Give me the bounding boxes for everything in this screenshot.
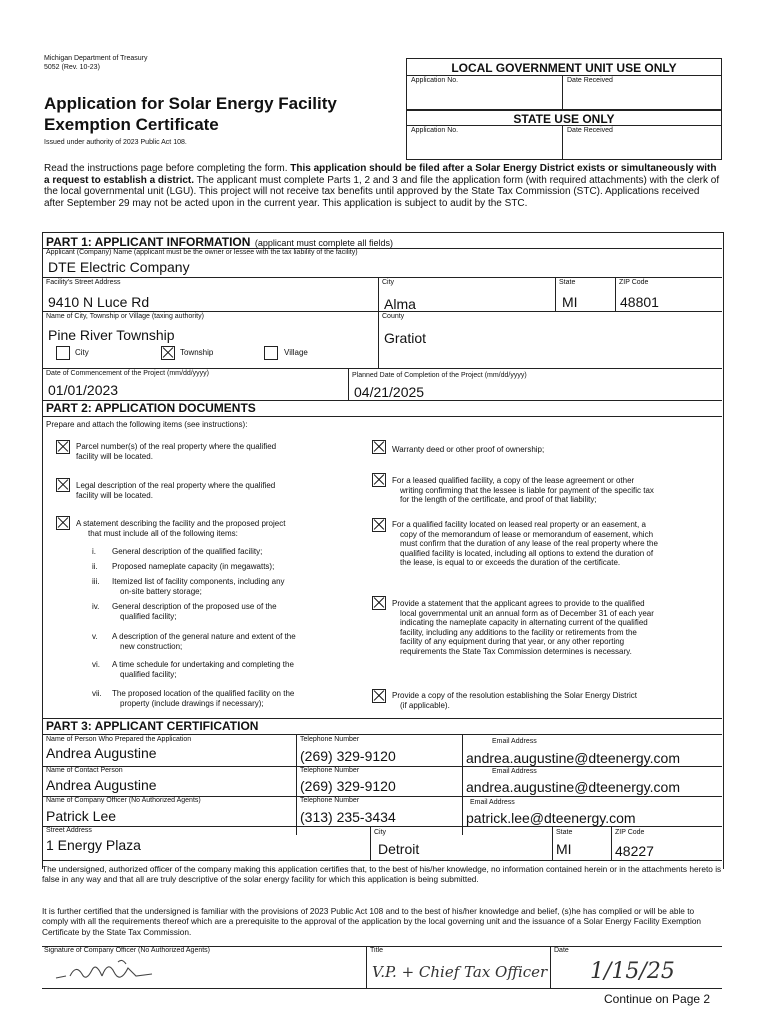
county-label: County — [382, 313, 405, 320]
officer-zip-label: ZIP Code — [615, 829, 645, 836]
legal-description-checkbox[interactable] — [56, 478, 70, 492]
leased-property-item: For a qualified facility located on leased real property or an easement, a copy of the memorandum of lease or memorandum of easement, which must confirm that the duration of any lease of the real property where the qualified facility is located, including all options to extend the duration of the lease, is equal to or exceeds the duration of the certificate. — [392, 520, 658, 567]
preparer-name-value[interactable]: Andrea Augustine — [46, 745, 157, 761]
city-checkbox-label: City — [75, 348, 89, 357]
facility-state-label: State — [559, 279, 576, 286]
parcel-number-checkbox[interactable] — [56, 440, 70, 454]
annual-statement-checkbox[interactable] — [372, 596, 386, 610]
preparer-phone-value[interactable]: (269) 329-9120 — [300, 748, 396, 764]
preparer-phone-label: Telephone Number — [300, 736, 360, 743]
continue-note: Continue on Page 2 — [604, 992, 711, 1006]
sub-item-iv: General description of the proposed use of the qualified facility; — [112, 602, 277, 621]
sub-item-vii: The proposed location of the qualified facility on the property (include drawings if necessary); — [112, 689, 295, 708]
parcel-number-item: Parcel number(s) of the real property where the qualified facility will be located. — [76, 442, 277, 461]
officer-name-label: Name of Company Officer (No Authorized Agents) — [46, 797, 201, 804]
village-checkbox-label: Village — [284, 348, 308, 357]
officer-email-value[interactable]: patrick.lee@dteenergy.com — [466, 810, 636, 826]
preparer-email-value[interactable]: andrea.augustine@dteenergy.com — [466, 750, 680, 766]
certification-paragraph-2: It is further certified that the undersigned is familiar with the provisions of 2023 Public Act 108 and to the best of his/her knowledge and belief, (s)he has complied or will be able to comply with all the requirements thereof which are a prerequisite to the approval of the application by the local governing unit and the issuance of a Solar Energy Facility Exemption Certificate by the State Tax Commission. — [42, 906, 702, 937]
state-use-box — [406, 110, 722, 160]
facility-address-value[interactable]: 9410 N Luce Rd — [48, 294, 150, 310]
sub-item-v-number: v. — [92, 632, 98, 641]
signature-date-label: Date — [554, 947, 569, 954]
local-app-no-label: Application No. — [411, 77, 459, 84]
district-resolution-item: Provide a copy of the resolution establishing the Solar Energy District (if applicable). — [392, 691, 638, 710]
commence-date-value[interactable]: 01/01/2023 — [48, 382, 119, 398]
facility-statement-checkbox[interactable] — [56, 516, 70, 530]
district-resolution-checkbox[interactable] — [372, 689, 386, 703]
state-box-title: STATE USE ONLY — [513, 112, 615, 126]
township-checkbox[interactable] — [161, 346, 175, 360]
warranty-deed-item: Warranty deed or other proof of ownership; — [392, 445, 545, 454]
village-checkbox[interactable] — [264, 346, 278, 360]
sub-item-vi-number: vi. — [92, 660, 100, 669]
officer-phone-label: Telephone Number — [300, 797, 360, 804]
applicant-name-value[interactable]: DTE Electric Company — [48, 259, 190, 275]
officer-city-label: City — [374, 829, 387, 836]
sub-item-i: General description of the qualified facility; — [112, 547, 263, 556]
signature-date-value[interactable]: 1/15/25 — [590, 959, 675, 984]
preparer-name-label: Name of Person Who Prepared the Application — [46, 736, 192, 743]
local-box-title: LOCAL GOVERNMENT UNIT USE ONLY — [451, 61, 677, 75]
leased-property-checkbox[interactable] — [372, 518, 386, 532]
form-title-line1: Application for Solar Energy Facility — [44, 94, 337, 113]
contact-name-label: Name of Contact Person — [46, 767, 123, 774]
sub-item-ii-number: ii. — [92, 562, 98, 571]
authority-note: Issued under authority of 2023 Public Act 108. — [44, 139, 187, 146]
sub-item-iv-number: iv. — [92, 602, 100, 611]
sub-item-iii: Itemized list of facility components, including any on-site battery storage; — [112, 577, 285, 596]
facility-address-label: Facility's Street Address — [46, 279, 121, 286]
lgu-value[interactable]: Pine River Township — [48, 327, 175, 343]
sub-item-v: A description of the general nature and extent of the new construction; — [112, 632, 296, 651]
form-number: 5052 (Rev. 10-23) — [44, 64, 100, 71]
officer-email-label: Email Address — [470, 799, 515, 806]
lease-agreement-checkbox[interactable] — [372, 473, 386, 487]
warranty-deed-checkbox[interactable] — [372, 440, 386, 454]
officer-zip-value[interactable]: 48227 — [615, 843, 654, 859]
facility-city-value[interactable]: Alma — [384, 296, 416, 312]
officer-state-value[interactable]: MI — [556, 841, 572, 857]
officer-title-label: Title — [370, 947, 383, 954]
certification-paragraph-1: The undersigned, authorized officer of the company making this application certifies that, to the best of his/her knowledge, no information contained herein or in the attachments hereto is false in any way and that all are truly descriptive of the solar energy facility for which this application is being submitted. — [42, 864, 722, 885]
facility-city-label: City — [382, 279, 395, 286]
part2-heading: PART 2: APPLICATION DOCUMENTS — [46, 401, 256, 415]
department-name: Michigan Department of Treasury — [44, 55, 148, 62]
county-value[interactable]: Gratiot — [384, 330, 427, 346]
facility-state-value[interactable]: MI — [562, 294, 578, 310]
signature-label: Signature of Company Officer (No Authorized Agents) — [44, 947, 211, 954]
facility-zip-value[interactable]: 48801 — [620, 294, 659, 310]
commence-date-label: Date of Commencement of the Project (mm/dd/yyyy) — [46, 370, 209, 377]
annual-statement-item: Provide a statement that the applicant agrees to provide to the qualified local governmental unit an annual form as of December 31 of each year indicating the nameplate capacity in alternating current of the qualified facility, including any additions to the facility or retirements from the facility of any equipment during that year, or any other reporting requirements the State Tax Commission determines is necessary. — [392, 599, 654, 656]
facility-statement-item: A statement describing the facility and the proposed project that must include all of the following items: — [76, 519, 286, 538]
prepare-instructions: Prepare and attach the following items (see instructions): — [46, 420, 248, 429]
state-app-no-label: Application No. — [411, 127, 459, 134]
applicant-name-label: Applicant (Company) Name (applicant must be the owner or lessee with the tax liability of the facility) — [46, 249, 358, 256]
township-checkbox-label: Township — [180, 348, 214, 357]
contact-email-label: Email Address — [492, 768, 537, 775]
contact-name-value[interactable]: Andrea Augustine — [46, 777, 157, 793]
state-date-label: Date Received — [567, 127, 613, 134]
officer-phone-value[interactable]: (313) 235-3434 — [300, 809, 396, 825]
preparer-email-label: Email Address — [492, 738, 537, 745]
sub-item-vi: A time schedule for undertaking and completing the qualified facility; — [112, 660, 294, 679]
sub-item-ii: Proposed nameplate capacity (in megawatts); — [112, 562, 275, 571]
contact-email-value[interactable]: andrea.augustine@dteenergy.com — [466, 779, 680, 795]
sub-item-i-number: i. — [92, 547, 96, 556]
facility-zip-label: ZIP Code — [619, 279, 649, 286]
part3-heading: PART 3: APPLICANT CERTIFICATION — [46, 719, 259, 733]
officer-city-value[interactable]: Detroit — [378, 841, 420, 857]
legal-description-item: Legal description of the real property where the qualified facility will be located. — [76, 481, 276, 500]
form-title-line2: Exemption Certificate — [44, 115, 219, 134]
contact-phone-label: Telephone Number — [300, 767, 360, 774]
officer-state-label: State — [556, 829, 573, 836]
officer-street-value[interactable]: 1 Energy Plaza — [46, 837, 141, 853]
officer-title-value[interactable]: V.P. + Chief Tax Officer — [372, 963, 548, 981]
lease-agreement-item: For a leased qualified facility, a copy of the lease agreement or other writing confirming that the lessee is liable for payment of the specific tax for the length of the certificate, and proof of that liability; — [392, 476, 654, 504]
officer-signature — [52, 954, 202, 990]
completion-date-value[interactable]: 04/21/2025 — [354, 384, 425, 400]
city-checkbox[interactable] — [56, 346, 70, 360]
local-date-label: Date Received — [567, 77, 613, 84]
part1-heading: PART 1: APPLICANT INFORMATION (applicant must complete all fields) — [46, 235, 393, 249]
lgu-label: Name of City, Township or Village (taxing authority) — [46, 313, 204, 320]
officer-name-value[interactable]: Patrick Lee — [46, 808, 117, 824]
instructions-paragraph: Read the instructions page before completing the form. This application should be filed after a Solar Energy District exists or simultaneously with a request to establish a district. The applicant must complete Parts 1, 2 and 3 and file the application form (with required attachments) with the clerk of the local governmental unit (LGU). This project will not receive tax benefits until approved by the State Tax Commission (STC). Applications received after September 29 may not be acted upon in the current year. This application is subject to audit by the STC. — [44, 163, 720, 209]
completion-date-label: Planned Date of Completion of the Project (mm/dd/yyyy) — [352, 372, 527, 379]
local-government-box — [406, 58, 722, 110]
officer-street-label: Street Address — [46, 827, 92, 834]
sub-item-iii-number: iii. — [92, 577, 100, 586]
sub-item-vii-number: vii. — [92, 689, 102, 698]
contact-phone-value[interactable]: (269) 329-9120 — [300, 778, 396, 794]
